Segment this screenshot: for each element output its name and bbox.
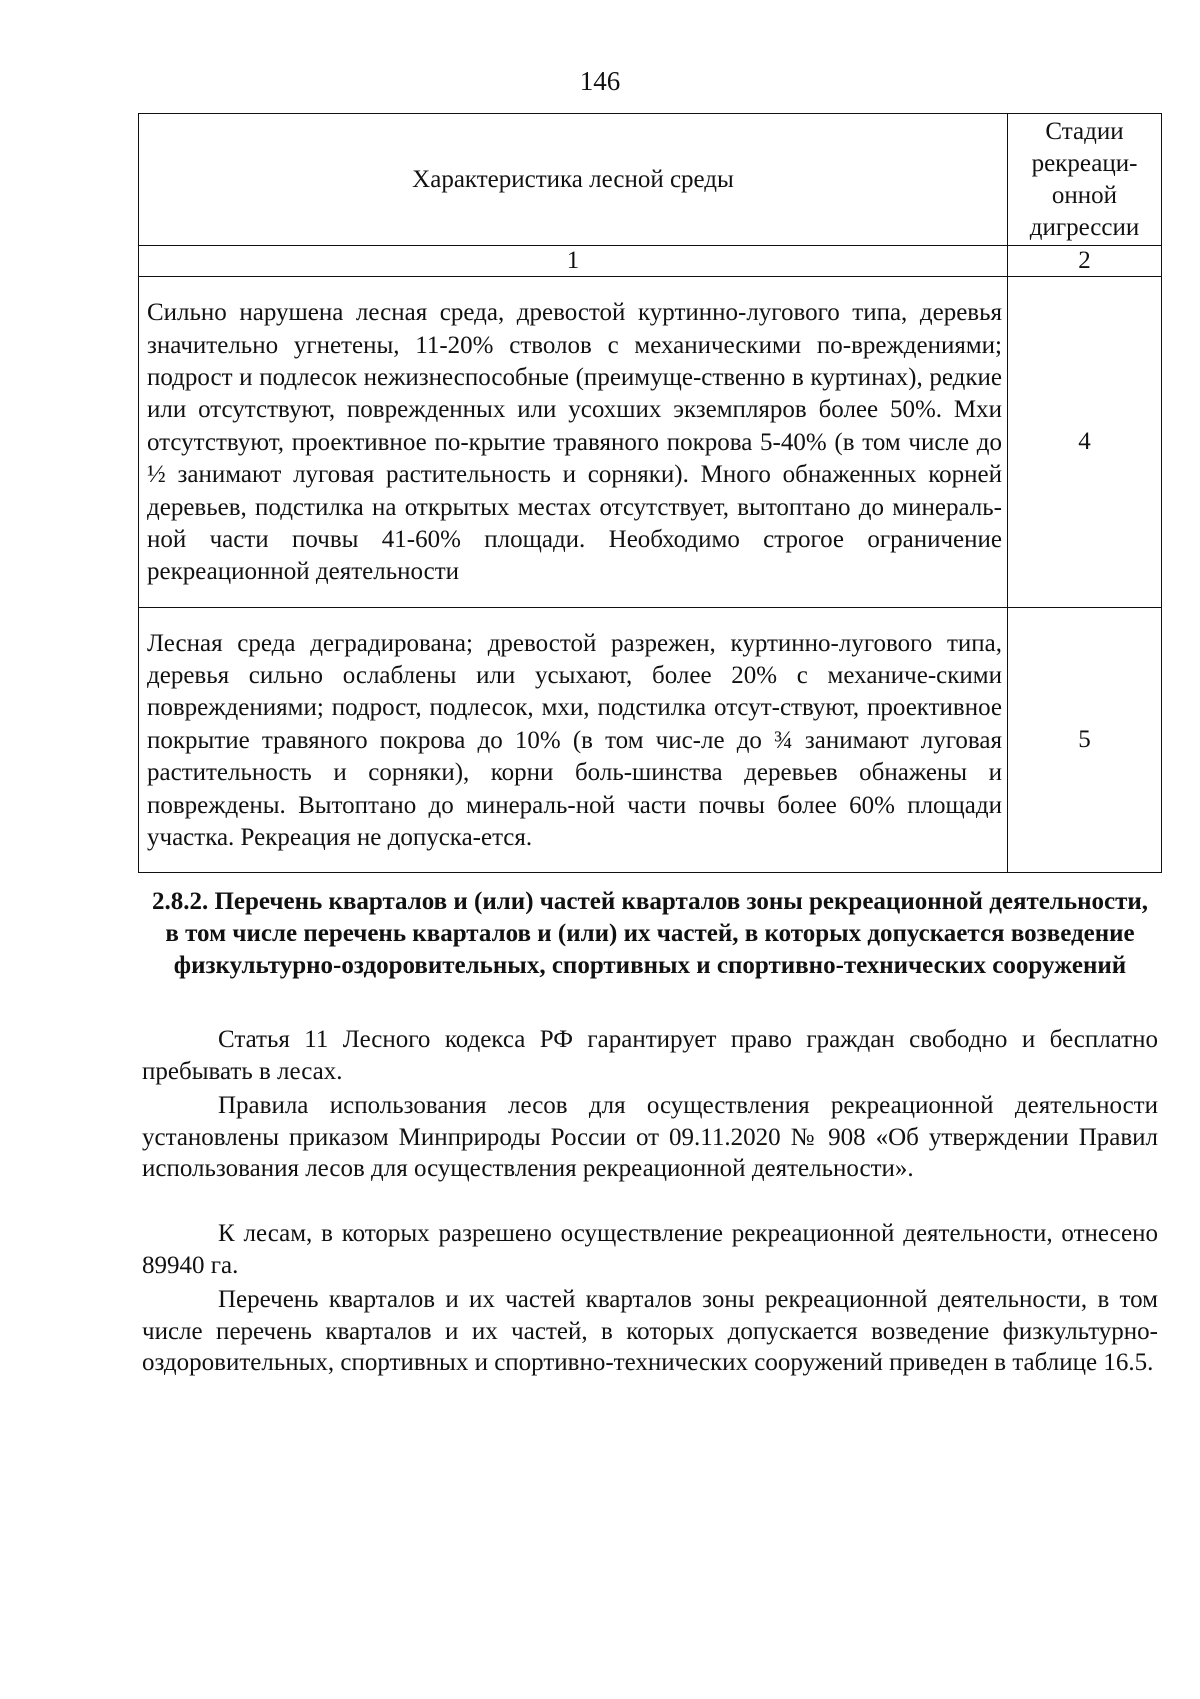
row-stage: 4 [1008,277,1162,608]
paragraph: Правила использования лесов для осуществления рекреационной деятельности установлены приказом Минприроды России от 09.11.2020 № 908 «Об утверждении Правил использования лесов для осуществления рекреационной деятельности». [142,1092,1158,1182]
paragraph: К лесам, в которых разрешено осуществление рекреационной деятельности, отнесено 89940 га. [142,1220,1158,1279]
paragraph: Перечень кварталов и их частей кварталов зоны рекреационной деятельности, в том числе перечень кварталов и их частей, в которых допускается возведение физкультурно-оздоровительных, спортивных и спортивно-технических сооружений приведен в таблице 16.5. [142,1286,1158,1376]
header-digression-stage: Стадии рекреаци-онной дигрессии [1008,114,1162,246]
section-heading: 2.8.2. Перечень кварталов и (или) частей кварталов зоны рекреационной деятельности, в том числе перечень кварталов и (или) их частей, в которых допускается возведение физкультурно-оздоровительных, спортивных и спортивно-технических сооружений [151,888,1149,979]
table-row [139,608,1162,873]
paragraph: Статья 11 Лесного кодекса РФ гарантирует право граждан свободно и бесплатно пребывать в лесах. [142,1026,1158,1085]
table-header-row [139,114,1162,246]
table-row [139,277,1162,608]
page-number: 146 [579,66,621,96]
row-stage: 5 [1008,608,1162,873]
header-forest-characteristic: Характеристика лесной среды [139,114,1008,246]
recreational-digression-table [138,113,1162,873]
column-number-2: 2 [1008,246,1162,277]
row-description: Сильно нарушена лесная среда, древостой куртинно-лугового типа, деревья значительно угнетены, 11-20% стволов с механическими по-вреждениями; подрост и подлесок нежизнеспособные (преимуще-ственно в куртинах), редкие или отсутствуют, поврежденных или усохших экземпляров более 50%. Мхи отсутствуют, проективное по-крытие травяного покрова 5-40% (в том числе до ½ занимают луговая растительность и сорняки). Много обнаженных корней деревьев, подстилка на открытых местах отсутствует, вытоптано до минераль-ной части почвы 41-60% площади. Необходимо строгое ограничение рекреационной деятельности [139,277,1008,608]
column-number-1: 1 [139,246,1008,277]
column-number-row [139,246,1162,277]
row-description: Лесная среда деградирована; древостой разрежен, куртинно-лугового типа, деревья сильно ослаблены или усыхают, более 20% с механиче-скими повреждениями; подрост, подлесок, мхи, подстилка отсут-ствуют, проективное покрытие травяного покрова до 10% (в том чис-ле до ¾ занимают луговая растительность и сорняки), корни боль-шинства деревьев обнажены и повреждены. Вытоптано до минераль-ной части почвы более 60% площади участка. Рекреация не допуска-ется. [139,608,1008,873]
